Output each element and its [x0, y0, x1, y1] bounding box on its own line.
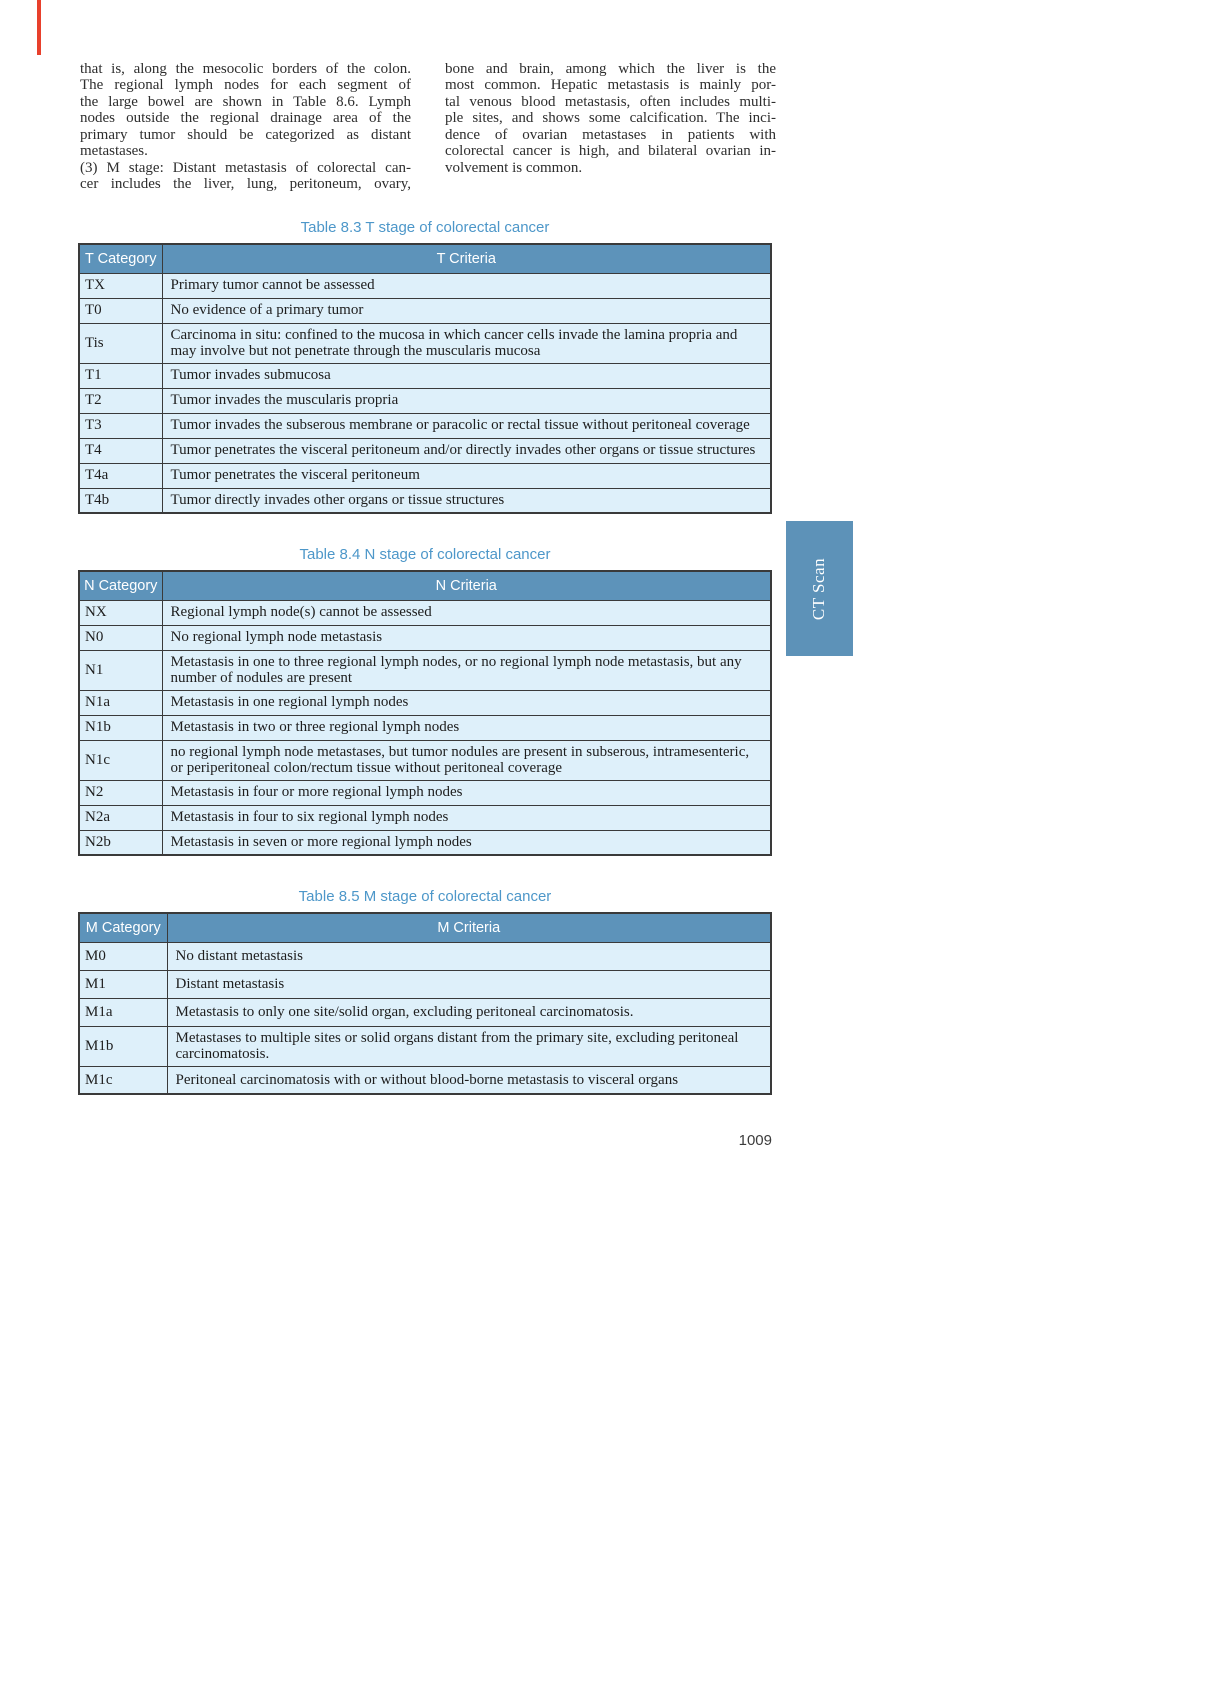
table-row [79, 388, 771, 413]
staging-table [78, 570, 772, 856]
criteria-cell: Metastasis in one to three regional lymph nodes, or no regional lymph node metastasis, but any number of nodules are present [162, 650, 771, 690]
table-header-row [79, 244, 771, 273]
category-cell: T4a [79, 463, 162, 488]
table-row [79, 805, 771, 830]
category-cell: N1c [79, 740, 162, 780]
criteria-cell: Tumor invades the muscularis propria [162, 388, 771, 413]
criteria-cell: no regional lymph node metastases, but tumor nodules are present in subserous, intramesenteric, or periperitoneal colon/rectum tissue without peritoneal coverage [162, 740, 771, 780]
table-caption: Table 8.3 T stage of colorectal cancer [300, 219, 550, 236]
category-cell: T4 [79, 438, 162, 463]
criteria-column-header: M Criteria [167, 913, 771, 942]
table-row [79, 363, 771, 388]
table-row [79, 740, 771, 780]
text-line: primary tumor should be categorized as distant [80, 126, 411, 143]
table-row [79, 998, 771, 1026]
criteria-cell: Metastasis in four or more regional lymph nodes [162, 780, 771, 805]
criteria-cell: Tumor penetrates the visceral peritoneum [162, 463, 771, 488]
table-row [79, 1026, 771, 1066]
table-row [79, 970, 771, 998]
table-row [79, 780, 771, 805]
category-column-header: M Category [79, 913, 167, 942]
criteria-cell: Metastasis in two or three regional lymph nodes [162, 715, 771, 740]
criteria-cell: No evidence of a primary tumor [162, 298, 771, 323]
table-section [78, 546, 772, 856]
criteria-cell: No regional lymph node metastasis [162, 625, 771, 650]
text-column-right [445, 61, 776, 193]
table-row [79, 323, 771, 363]
category-cell: N2 [79, 780, 162, 805]
criteria-cell: Metastasis in seven or more regional lymph nodes [162, 830, 771, 855]
criteria-cell: Tumor directly invades other organs or tissue structures [162, 488, 771, 513]
text-line: (3) M stage: Distant metastasis of colorectal can- [80, 159, 411, 176]
table-caption: Table 8.4 N stage of colorectal cancer [299, 546, 551, 563]
table-section [78, 888, 772, 1095]
tables-stack [78, 219, 772, 1127]
ct-scan-tab-label: CT Scan [809, 557, 829, 620]
criteria-cell: Peritoneal carcinomatosis with or without blood-borne metastasis to visceral organs [167, 1066, 771, 1094]
criteria-cell: Regional lymph node(s) cannot be assessed [162, 600, 771, 625]
category-cell: N1b [79, 715, 162, 740]
text-line: cer includes the liver, lung, peritoneum, ovary, [80, 176, 411, 193]
category-cell: T0 [79, 298, 162, 323]
criteria-cell: Primary tumor cannot be assessed [162, 273, 771, 298]
text-line: The regional lymph nodes for each segment of [80, 77, 411, 94]
category-cell: T1 [79, 363, 162, 388]
table-row [79, 600, 771, 625]
table-row [79, 298, 771, 323]
category-cell: M1 [79, 970, 167, 998]
text-column-left [80, 61, 411, 193]
criteria-cell: Tumor penetrates the visceral peritoneum and/or directly invades other organs or tissue structures [162, 438, 771, 463]
category-cell: N1a [79, 690, 162, 715]
ct-scan-tab[interactable] [786, 521, 853, 656]
category-cell: NX [79, 600, 162, 625]
category-column-header: N Category [79, 571, 162, 600]
table-header-row [79, 571, 771, 600]
category-cell: TX [79, 273, 162, 298]
text-line: tal venous blood metastasis, often includes multi- [445, 93, 776, 110]
criteria-cell: Distant metastasis [167, 970, 771, 998]
category-cell: Tis [79, 323, 162, 363]
text-line: bone and brain, among which the liver is the [445, 61, 776, 77]
text-line: volvement is common. [445, 159, 583, 176]
staging-table [78, 243, 772, 514]
criteria-cell: Tumor invades submucosa [162, 363, 771, 388]
category-cell: T3 [79, 413, 162, 438]
category-cell: T2 [79, 388, 162, 413]
text-line: the large bowel are shown in Table 8.6. Lymph [80, 93, 411, 110]
table-row [79, 488, 771, 513]
category-cell: T4b [79, 488, 162, 513]
criteria-cell: Metastases to multiple sites or solid organs distant from the primary site, excluding peritoneal carcinomatosis. [167, 1026, 771, 1066]
category-cell: N2a [79, 805, 162, 830]
criteria-cell: Metastasis in four to six regional lymph nodes [162, 805, 771, 830]
table-header-row [79, 913, 771, 942]
criteria-cell: Tumor invades the subserous membrane or paracolic or rectal tissue without peritoneal coverage [162, 413, 771, 438]
text-line: ple sites, and shows some calcification. The inci- [445, 110, 776, 127]
category-cell: N1 [79, 650, 162, 690]
category-cell: M0 [79, 942, 167, 970]
category-cell: N0 [79, 625, 162, 650]
text-line: metastases. [80, 143, 148, 160]
text-line: dence of ovarian metastases in patients with [445, 126, 776, 143]
red-marker [37, 0, 41, 55]
criteria-cell: No distant metastasis [167, 942, 771, 970]
table-caption: Table 8.5 M stage of colorectal cancer [298, 888, 552, 905]
table-row [79, 942, 771, 970]
criteria-cell: Metastasis to only one site/solid organ, excluding peritoneal carcinomatosis. [167, 998, 771, 1026]
criteria-column-header: T Criteria [162, 244, 771, 273]
category-cell: M1c [79, 1066, 167, 1094]
text-line: colorectal cancer is high, and bilateral ovarian in- [445, 143, 776, 160]
table-section [78, 219, 772, 514]
table-row [79, 1066, 771, 1094]
table-row [79, 715, 771, 740]
criteria-cell: Carcinoma in situ: confined to the mucosa in which cancer cells invade the lamina propria and may involve but not penetrate through the muscularis mucosa [162, 323, 771, 363]
table-row [79, 438, 771, 463]
category-cell: M1b [79, 1026, 167, 1066]
text-line: nodes outside the regional drainage area of the [80, 110, 411, 127]
category-cell: N2b [79, 830, 162, 855]
category-column-header: T Category [79, 244, 162, 273]
table-row [79, 463, 771, 488]
table-row [79, 413, 771, 438]
criteria-cell: Metastasis in one regional lymph nodes [162, 690, 771, 715]
table-row [79, 830, 771, 855]
table-row [79, 273, 771, 298]
text-line: that is, along the mesocolic borders of the colon. [80, 61, 411, 77]
table-row [79, 625, 771, 650]
category-cell: M1a [79, 998, 167, 1026]
criteria-column-header: N Criteria [162, 571, 771, 600]
page-number: 1009 [738, 1132, 772, 1149]
text-line: most common. Hepatic metastasis is mainly por- [445, 77, 776, 94]
body-text [80, 61, 776, 193]
table-row [79, 650, 771, 690]
staging-table [78, 912, 772, 1095]
table-row [79, 690, 771, 715]
